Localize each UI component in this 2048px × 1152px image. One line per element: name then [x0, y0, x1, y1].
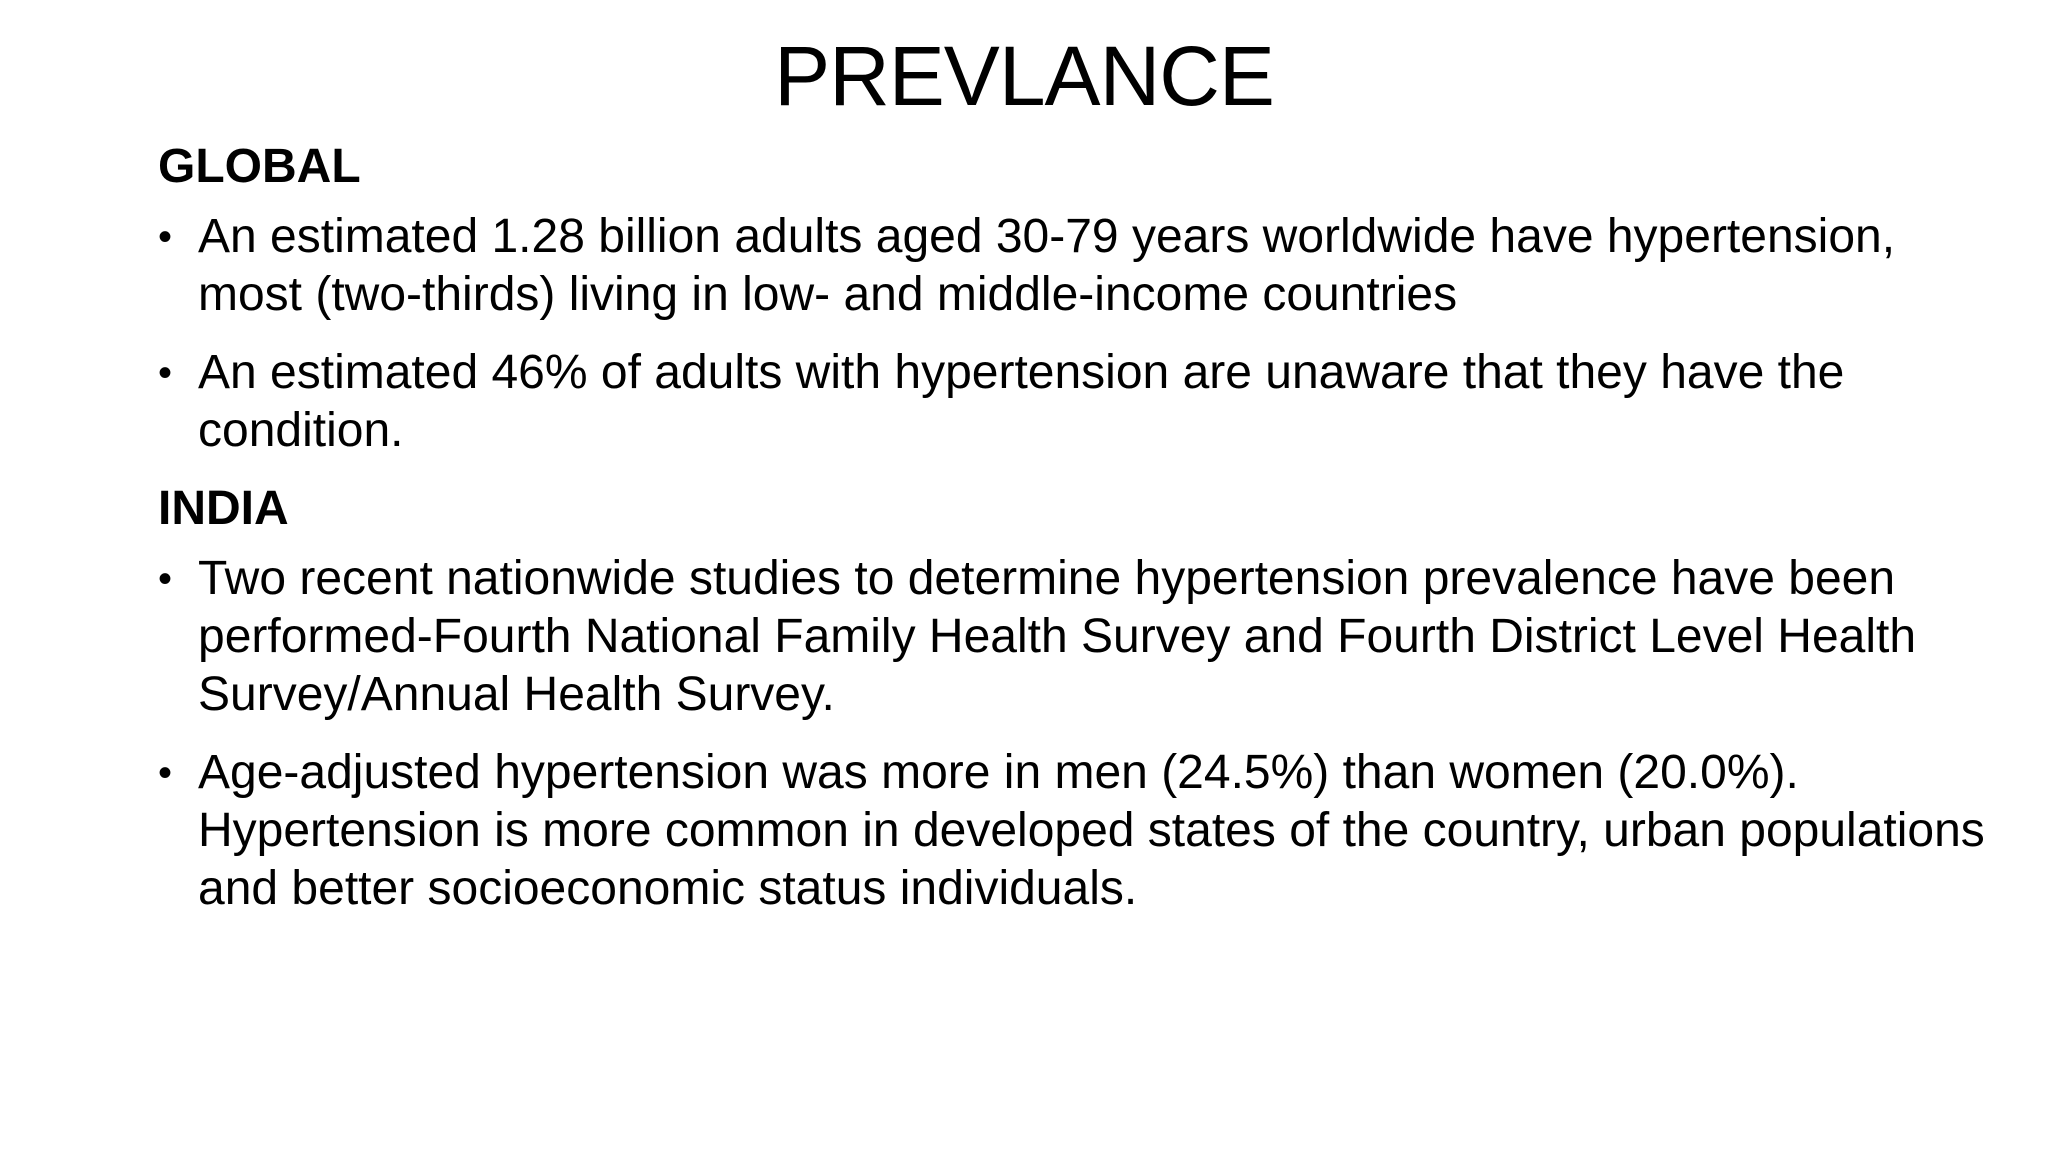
slide-content: [158, 138, 1998, 938]
bullet-item: [158, 744, 1998, 918]
bullet-text: An estimated 46% of adults with hypertension are unaware that they have the condition.: [198, 346, 1845, 457]
global-bullet-list: [158, 208, 1998, 460]
india-bullet-list: [158, 550, 1998, 918]
bullet-glyph: •: [158, 351, 173, 395]
bullet-text: Age-adjusted hypertension was more in men (24.5%) than women (20.0%). Hypertension is more common in developed states of the country, urban populations and better socioeconomic status individuals.: [198, 746, 1985, 915]
slide-title: PREVLANCE: [774, 29, 1274, 123]
section-heading-india: INDIA: [158, 482, 289, 535]
bullet-glyph: •: [158, 557, 173, 601]
bullet-item: [158, 208, 1998, 324]
bullet-item: [158, 344, 1998, 460]
section-heading-global: GLOBAL: [158, 140, 361, 193]
bullet-glyph: •: [158, 215, 173, 259]
bullet-glyph: •: [158, 751, 173, 795]
bullet-text: An estimated 1.28 billion adults aged 30-79 years worldwide have hypertension, most (two-thirds) living in low- and middle-income countries: [198, 210, 1896, 321]
bullet-item: [158, 550, 1998, 724]
bullet-text: Two recent nationwide studies to determine hypertension prevalence have been performed-Fourth National Family Health Survey and Fourth District Level Health Survey/Annual Health Survey.: [198, 552, 1917, 721]
